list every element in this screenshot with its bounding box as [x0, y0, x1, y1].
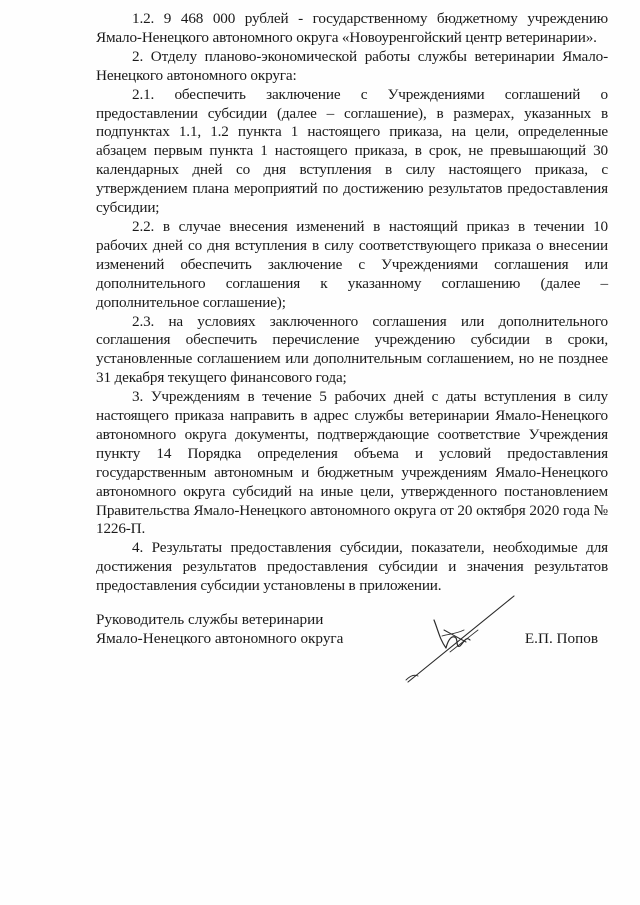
document-body [96, 10, 608, 596]
paragraph-3: 3. Учреждениям в течение 5 рабочих дней с даты вступления в силу настоящего приказа направить в адрес службы ветеринарии Ямало-Ненецкого автономного округа документы, подтверждающие соответствие Учреждения пункту 14 Порядка определения объема и условий предоставления государственным автономным и бюджетным учреждениям Ямало-Ненецкого автономного округа субсидий на иные цели, утвержденного постановлением Правительства Ямало-Ненецкого автономного округа от 20 октября 2020 года № 1226-П. [96, 388, 608, 538]
paragraph-1-2: 1.2. 9 468 000 рублей - государственному бюджетному учреждению Ямало-Ненецкого автономного округа «Новоуренгойский центр ветеринарии». [96, 10, 608, 46]
paragraph-4: 4. Результаты предоставления субсидии, показатели, необходимые для достижения результатов предоставления субсидии и значения результатов предоставления субсидии установлены в приложении. [96, 539, 608, 595]
paragraph-2-2: 2.2. в случае внесения изменений в настоящий приказ в течении 10 рабочих дней со дня вступления в силу соответствующего приказа о внесении изменений обеспечить заключение с Учреждениями соглашения или дополнительного соглашения к указанному соглашению (далее – дополнительное соглашение); [96, 217, 608, 311]
paragraph-2: 2. Отделу планово-экономической работы службы ветеринарии Ямало-Ненецкого автономного округа: [96, 47, 608, 84]
signatory-name: Е.П. Попов [524, 630, 598, 647]
paragraph-2-1: 2.1. обеспечить заключение с Учреждениями соглашений о предоставлении субсидии (далее – соглашение), в размерах, указанных в подпунктах 1.1, 1.2 пункта 1 настоящего приказа, на цели, определенные абзацем первым пункта 1 настоящего приказа, в срок, не превышающий 30 календарных дней со дня вступления в силу настоящего приказа, с утверждением плана мероприятий по достижению результатов предоставления субсидии; [96, 85, 608, 217]
handwritten-signature [386, 590, 536, 690]
signatory-position-line-1: Руководитель службы ветеринарии [96, 611, 324, 628]
paragraph-2-3: 2.3. на условиях заключенного соглашения или дополнительного соглашения обеспечить перечисление учреждению субсидии в сроки, установленные соглашением или дополнительным соглашением, но не позднее 31 декабря текущего финансового года; [96, 312, 608, 387]
signatory-position [96, 610, 343, 648]
signatory-position-line-2: Ямало-Ненецкого автономного округа [96, 630, 344, 647]
signature-block [96, 610, 608, 690]
